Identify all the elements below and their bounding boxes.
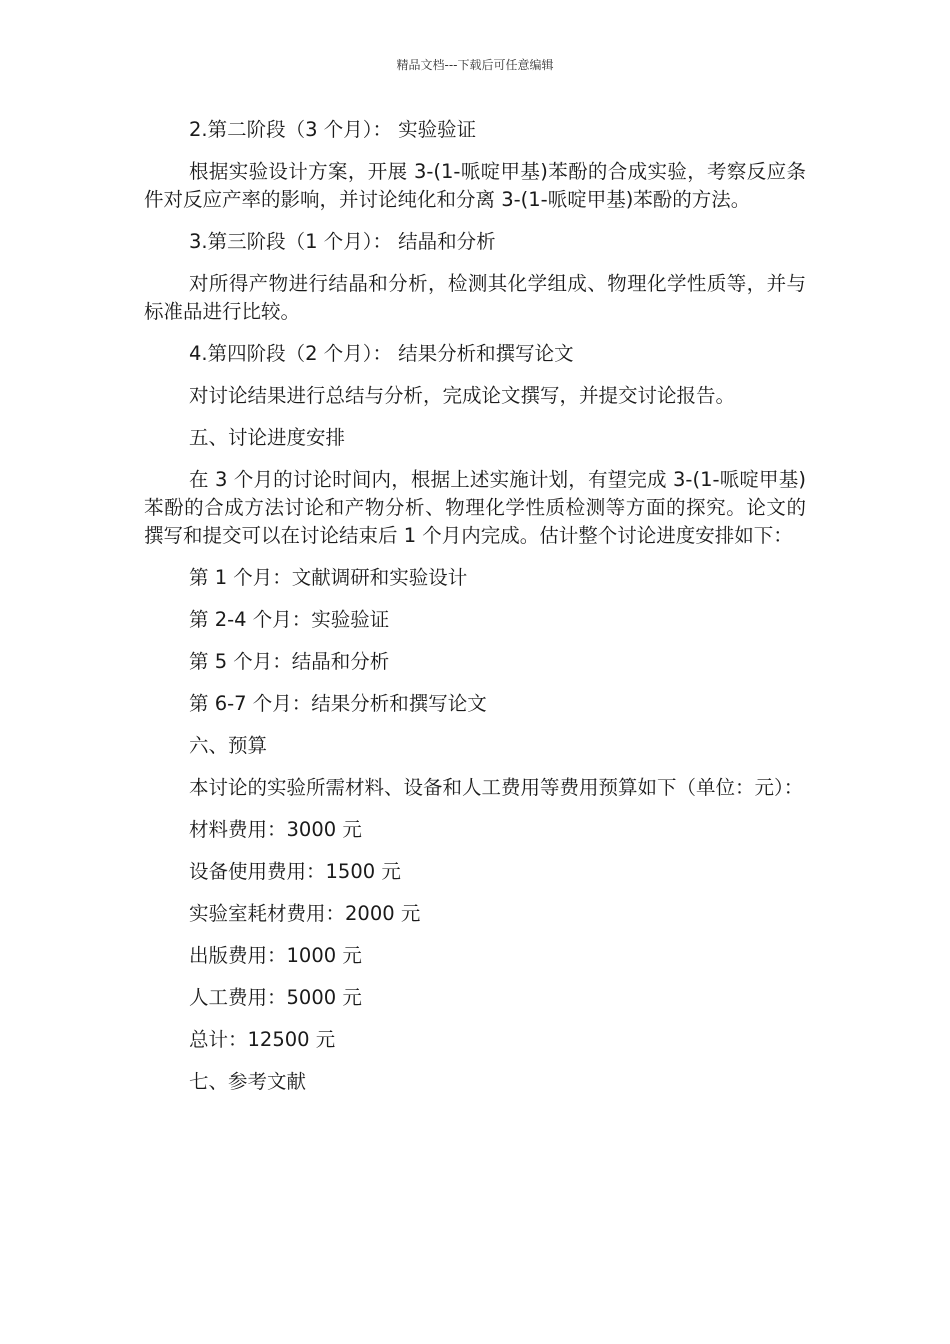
budget-item: 实验室耗材费用：2000 元 [189, 902, 421, 925]
budget-intro: 本讨论的实验所需材料、设备和人工费用等费用预算如下（单位：元）： [189, 776, 804, 799]
budget-item: 材料费用：3000 元 [189, 818, 362, 841]
schedule-item: 第 1 个月：文献调研和实验设计 [189, 566, 468, 589]
budget-item: 出版费用：1000 元 [189, 944, 362, 967]
budget-item: 设备使用费用：1500 元 [189, 860, 401, 883]
budget-item: 人工费用：5000 元 [189, 986, 362, 1009]
phase-4-description: 对讨论结果进行总结与分析，完成论文撰写，并提交讨论报告。 [189, 384, 736, 407]
phase-4-heading: 4.第四阶段（2 个月）： 结果分析和撰写论文 [189, 342, 574, 365]
phase-3-description: 对所得产物进行结晶和分析，检测其化学组成、物理化学性质等，并与标准品进行比较。 [144, 272, 806, 323]
section-6-heading: 六、预算 [189, 734, 268, 757]
section-7-heading: 七、参考文献 [189, 1070, 307, 1093]
phase-2-description: 根据实验设计方案，开展 3-(1-哌啶甲基)苯酚的合成实验，考察反应条件对反应产率的影响，并讨论纯化和分离 3-(1-哌啶甲基)苯酚的方法。 [144, 160, 806, 211]
document-body [144, 116, 806, 1110]
section-5-heading: 五、讨论进度安排 [189, 426, 346, 449]
schedule-item: 第 6-7 个月：结果分析和撰写论文 [189, 692, 487, 715]
budget-total: 总计：12500 元 [189, 1028, 336, 1051]
phase-2-heading: 2.第二阶段（3 个月）： 实验验证 [189, 118, 477, 141]
page-header: 精品文档---下载后可任意编辑 [396, 58, 554, 72]
schedule-item: 第 2-4 个月：实验验证 [189, 608, 390, 631]
phase-3-heading: 3.第三阶段（1 个月）： 结晶和分析 [189, 230, 496, 253]
schedule-item: 第 5 个月：结晶和分析 [189, 650, 390, 673]
schedule-intro: 在 3 个月的讨论时间内，根据上述实施计划，有望完成 3-(1-哌啶甲基)苯酚的合成方法讨论和产物分析、物理化学性质检测等方面的探究。论文的撰写和提交可以在讨论结束后 1 个月内完成。估计整个讨论进度安排如下： [144, 468, 806, 547]
